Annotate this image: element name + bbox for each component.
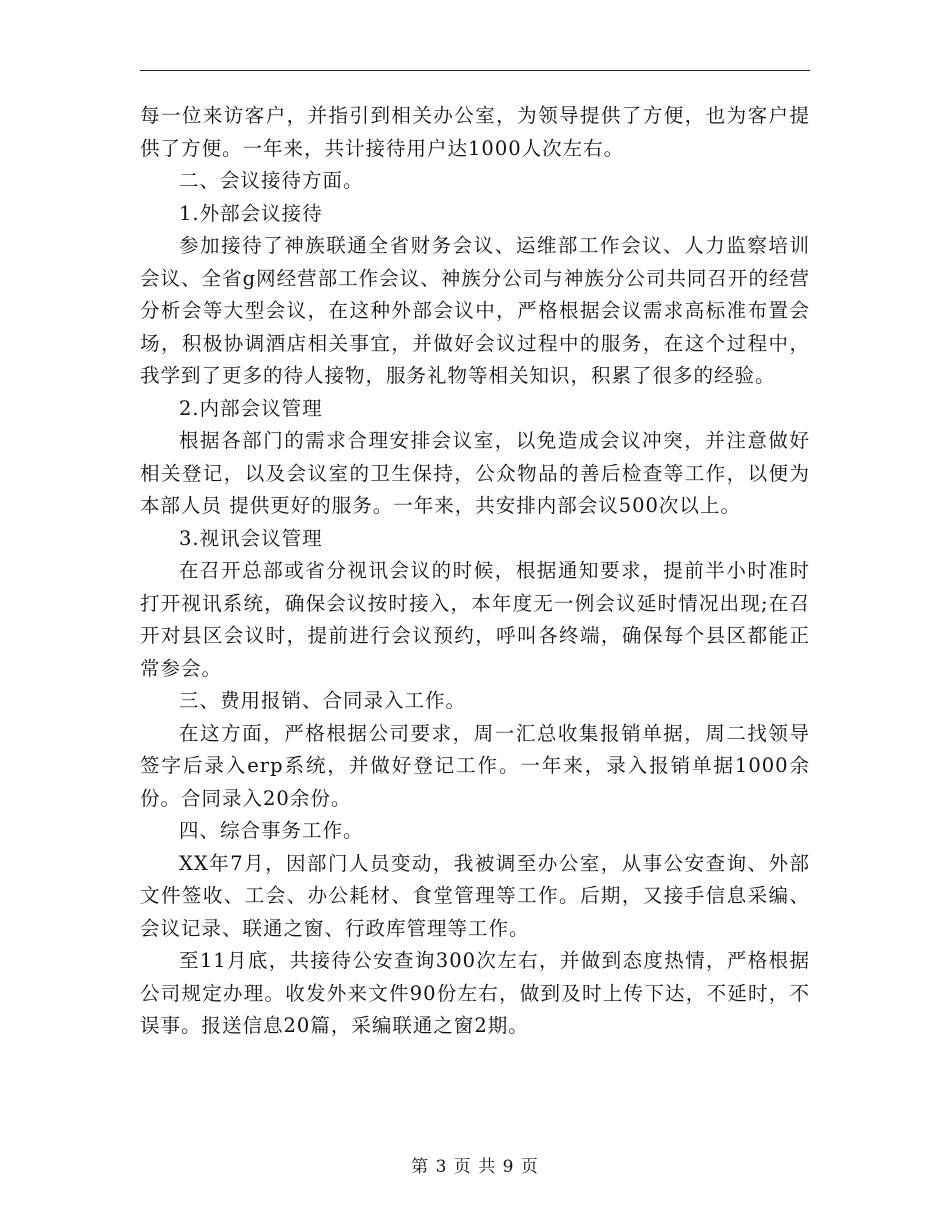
subheading-external-meetings: 1.外部会议接待 xyxy=(179,201,323,225)
subheading-video-meetings: 3.视讯会议管理 xyxy=(179,526,323,550)
paragraph-general-affairs: XX年7月，因部门人员变动，我被调至办公室，从事公安查询、外部文件签收、工会、办公耗材、食堂管理等工作。后期，又接手信息采编、会议记录、联通之窗、行政库管理等工作。 xyxy=(140,851,810,940)
page-number: 第 3 页 共 9 页 xyxy=(411,1157,539,1177)
subheading-internal-meetings: 2.内部会议管理 xyxy=(179,396,323,420)
paragraph-expenses: 在这方面，严格根据公司要求，周一汇总收集报销单据，周二找领导签字后录入erp系统，并做好登记工作。一年来，录入报销单据1000余份。合同录入20余份。 xyxy=(140,721,810,810)
section-heading-meetings: 二、会议接待方面。 xyxy=(179,169,364,192)
paragraph-external-meetings: 参加接待了神族联通全省财务会议、运维部工作会议、人力监察培训会议、全省g网经营部工作会议、神族分公司与神族分公司共同召开的经营分析会等大型会议，在这种外部会议中，严格根据会议需求高标准布置会场，积极协调酒店相关事宜，并做好会议过程中的服务，在这个过程中，我学到了更多的待人接物，服务礼物等相关知识，积累了很多的经验。 xyxy=(140,234,810,387)
paragraph-internal-meetings: 根据各部门的需求合理安排会议室，以免造成会议冲突，并注意做好相关登记，以及会议室的卫生保持，公众物品的善后检查等工作，以便为本部人员 提供更好的服务。一年来，共安排内部会议500次以上。 xyxy=(140,429,810,517)
section-heading-expenses: 三、费用报销、合同录入工作。 xyxy=(179,689,467,712)
paragraph-november-summary: 至11月底，共接待公安查询300次左右，并做到态度热情，严格根据公司规定办理。收发外来文件90份左右，做到及时上传下达，不延时，不误事。报送信息20篇，采编联通之窗2期。 xyxy=(140,949,810,1037)
document-body xyxy=(140,100,810,1043)
header-rule xyxy=(140,70,810,71)
section-heading-general-affairs: 四、综合事务工作。 xyxy=(179,819,364,842)
paragraph-video-meetings: 在召开总部或省分视讯会议的时候，根据通知要求，提前半小时准时打开视讯系统，确保会议按时接入，本年度无一例会议延时情况出现;在召开对县区会议时，提前进行会议预约，呼叫各终端，确保每个县区都能正常参会。 xyxy=(140,559,810,680)
paragraph-1: 每一位来访客户，并指引到相关办公室，为领导提供了方便，也为客户提供了方便。一年来，共计接待用户达1000人次左右。 xyxy=(140,104,810,160)
